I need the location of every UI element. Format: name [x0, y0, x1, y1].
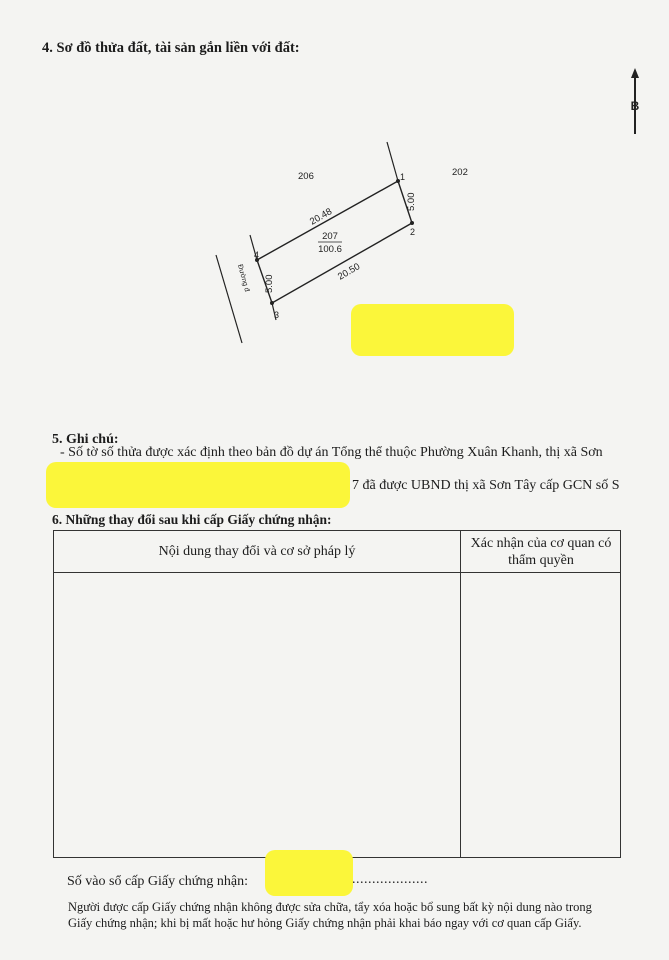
left-edge-length: 5.00 [264, 274, 275, 293]
notice-line-2: Giấy chứng nhận; khi bị mất hoặc hư hỏng Giấy chứng nhận phải khai báo ngay với cơ quan cấp Giấy. [68, 916, 582, 930]
top-edge-length: 20.48 [308, 206, 335, 228]
north-arrow-icon [622, 68, 652, 138]
changes-table [53, 530, 621, 858]
point-3-label: 3 [274, 310, 280, 320]
adjacent-parcel-right: 202 [452, 167, 468, 178]
parcel-area: 100.6 [318, 244, 342, 255]
adjacent-parcel-left: 206 [298, 171, 314, 182]
point-4-label: 4 [254, 250, 260, 260]
authority-column-header: Xác nhận của cơ quan có thẩm quyền [470, 536, 612, 568]
point-2-label: 2 [410, 227, 416, 237]
right-edge-length: 5.00 [406, 192, 417, 211]
redaction-highlight [351, 304, 514, 356]
section-6-title: 6. Những thay đổi sau khi cấp Giấy chứng nhận: [52, 512, 332, 527]
redaction-highlight [265, 850, 353, 896]
point-1-label: 1 [400, 172, 406, 182]
changes-column-header: Nội dung thay đổi và cơ sở pháp lý [158, 544, 356, 559]
north-label: B [630, 99, 640, 113]
parcel-number: 207 [322, 231, 338, 242]
register-number-label: Số vào sổ cấp Giấy chứng nhận: [67, 874, 248, 889]
section-4-title: 4. Sơ đồ thửa đất, tài sản gắn liền với đất: [42, 40, 300, 56]
road-label: Đường đ [236, 263, 251, 293]
bottom-edge-length: 20.50 [336, 261, 363, 283]
notice-line-1: Người được cấp Giấy chứng nhận không được sửa chữa, tẩy xóa hoặc bổ sung bất kỳ nội dung nào trong [68, 900, 592, 914]
vertex-2 [410, 221, 414, 225]
vertex-3 [270, 301, 274, 305]
note-line-1: - Số tờ số thửa được xác định theo bản đồ dự án Tổng thể thuộc Phường Xuân Khanh, thị xã Sơn [60, 445, 603, 460]
section-5-title: 5. Ghi chú: [52, 432, 119, 447]
redaction-highlight [46, 462, 350, 508]
note-line-2: 7 đã được UBND thị xã Sơn Tây cấp GCN số S [352, 478, 620, 493]
register-number-dots: ................... [352, 872, 428, 887]
